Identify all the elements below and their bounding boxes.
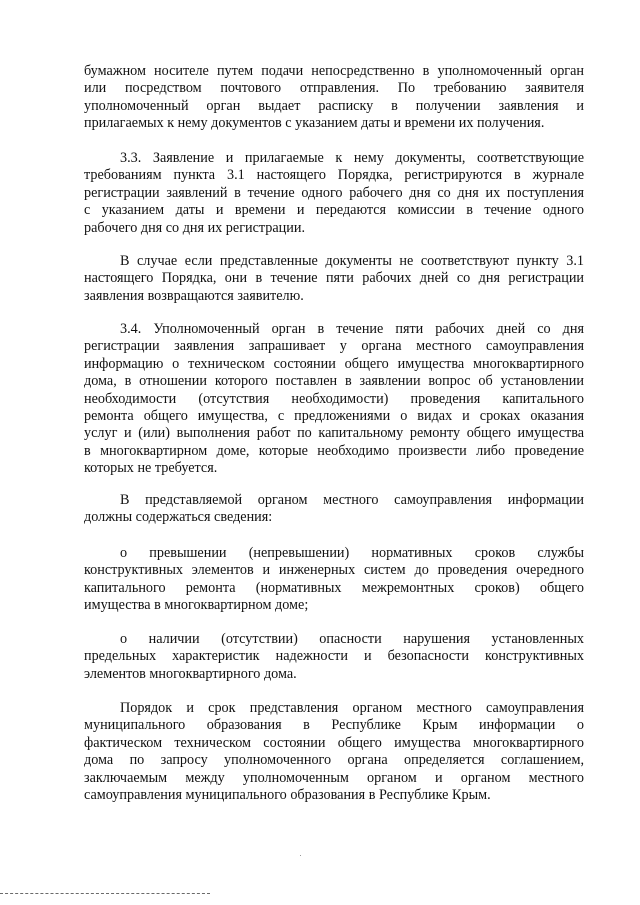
text-line: самоуправления муниципального образования в Республике Крым. (84, 787, 491, 804)
text-line: в многоквартирном доме, которые необходимо произвести либо проведение (84, 442, 584, 459)
text-line: заявления возвращаются заявителю. (84, 287, 304, 304)
text-line: элементов многоквартирного дома. (84, 665, 297, 682)
paragraph-item-exceeding (84, 545, 584, 615)
text-line: настоящего Порядка, они в течение пяти рабочих дней со дня регистрации (84, 270, 584, 287)
text-line: о превышении (непревышении) нормативных сроков службы (120, 545, 584, 561)
text-line: с указанием даты и времени и передаются комиссии в течение одного (84, 202, 584, 219)
text-line: фактическом техническом состоянии общего имущества многоквартирного (84, 734, 584, 751)
text-line: регистрации заявлений в течение одного рабочего дня со дня их поступления (84, 184, 584, 201)
text-line: заключаемым между уполномоченным органом и органом местного (84, 769, 584, 786)
footer-rule (0, 893, 210, 894)
text-line: дома по запросу уполномоченного органа определяется соглашением, (84, 752, 584, 769)
text-line: капитального ремонта (нормативных межремонтных сроков) общего (84, 579, 584, 596)
text-line: дома, в отношении которого поставлен в заявлении вопрос об установлении (84, 373, 584, 390)
text-line: бумажном носителе путем подачи непосредственно в уполномоченный орган (84, 63, 584, 79)
text-line: или посредством почтового отправления. По требованию заявителя (84, 80, 584, 97)
text-line: конструктивных элементов и инженерных систем до проведения очередного (84, 562, 584, 579)
paragraph-procedure (84, 700, 584, 804)
paragraph-3-3 (84, 150, 584, 237)
text-line: регистрации заявления запрашивает у органа местного самоуправления (84, 338, 584, 355)
text-line: предельных характеристик надежности и безопасности конструктивных (84, 648, 584, 665)
paragraph-returned (84, 253, 584, 305)
text-line: В случае если представленные документы не соответствуют пункту 3.1 (120, 253, 584, 269)
paragraph-item-danger (84, 631, 584, 683)
text-line: В представляемой органом местного самоуправления информации (120, 492, 584, 508)
scan-speck (300, 855, 301, 856)
paragraph-info-intro (84, 492, 584, 527)
text-line: услуг и (или) выполнения работ по капитальному ремонту общего имущества (84, 425, 584, 442)
text-line: Порядок и срок представления органом местного самоуправления (120, 700, 584, 716)
text-line: имущества в многоквартирном доме; (84, 597, 309, 614)
text-line: 3.4. Уполномоченный орган в течение пяти рабочих дней со дня (120, 321, 584, 337)
text-line: рабочего дня со дня их регистрации. (84, 219, 306, 236)
text-line: ремонта общего имущества, с предложениями о видах и сроках оказания (84, 408, 584, 425)
text-line: информацию о техническом состоянии общего имущества многоквартирного (84, 355, 584, 372)
text-line: уполномоченный орган выдает расписку в получении заявления и (84, 97, 584, 114)
text-line: прилагаемых к нему документов с указанием даты и времени их получения. (84, 115, 545, 132)
paragraph-continuation (84, 63, 584, 133)
text-line: должны содержаться сведения: (84, 509, 273, 526)
text-line: о наличии (отсутствии) опасности нарушения установленных (120, 631, 584, 647)
text-line: 3.3. Заявление и прилагаемые к нему документы, соответствующие (120, 150, 584, 166)
text-line: необходимости (отсутствия необходимости) проведения капитального (84, 390, 584, 407)
text-line: муниципального образования в Республике Крым информации о (84, 717, 584, 734)
text-line: требованиям пункта 3.1 настоящего Порядка, регистрируются в журнале (84, 167, 584, 184)
text-line: которых не требуется. (84, 460, 218, 477)
paragraph-3-4 (84, 321, 584, 478)
